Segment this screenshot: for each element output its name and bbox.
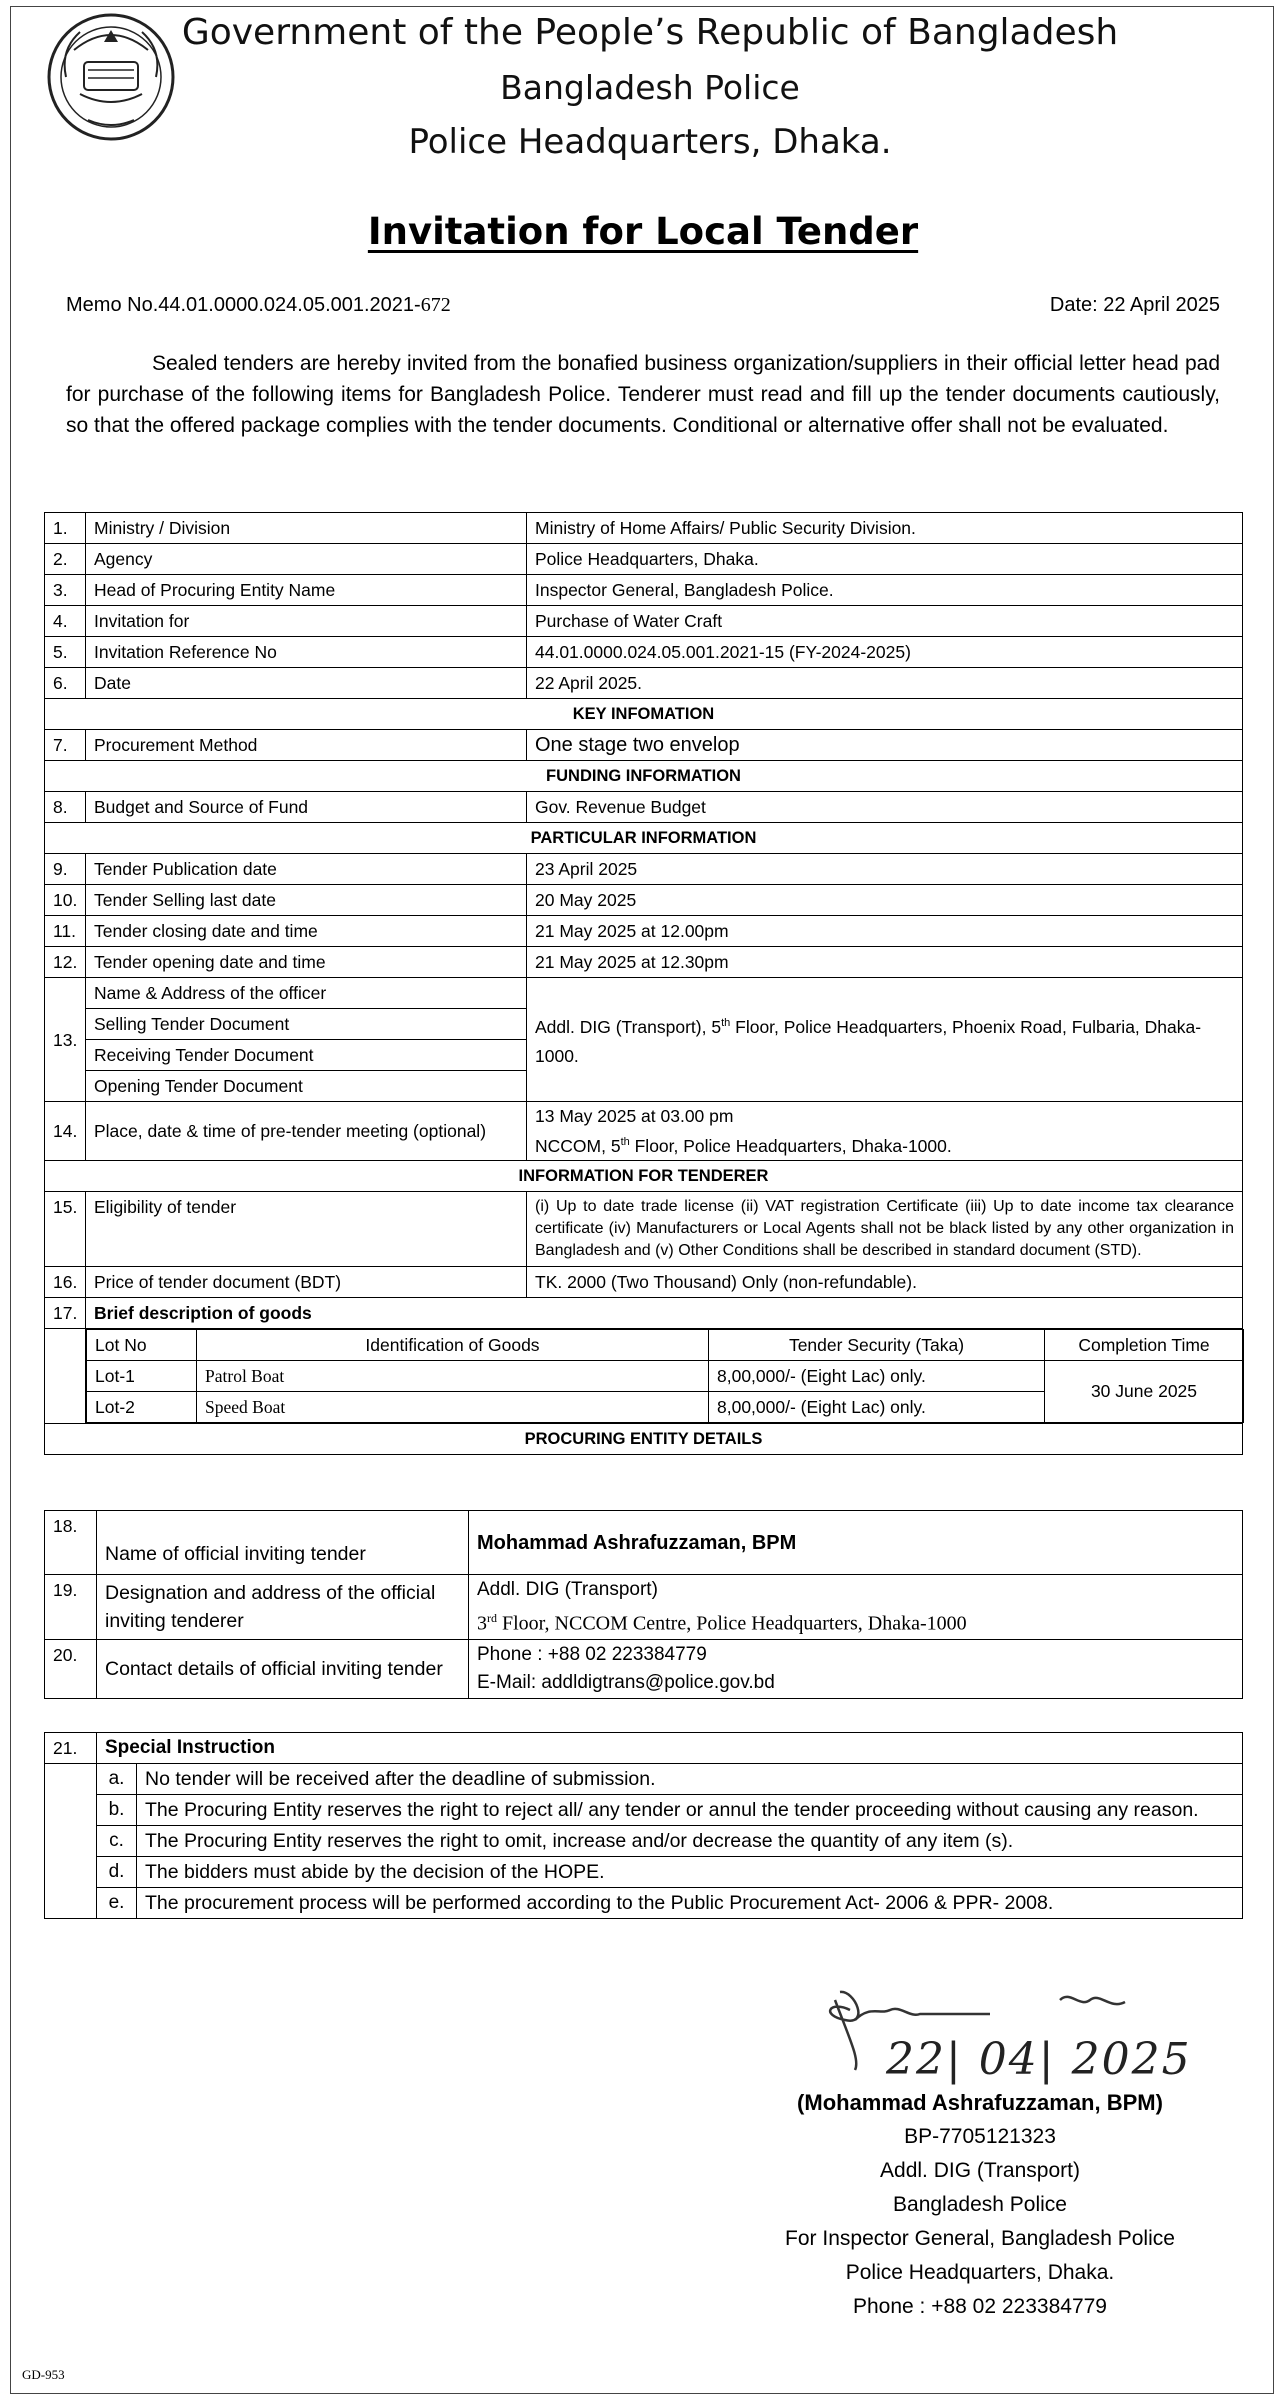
row-number: 18. (45, 1511, 97, 1575)
special-text: The procurement process will be performed according to the Public Procurement Act- 2006 & PPR- 2008. (137, 1888, 1243, 1919)
row-label: Eligibility of tender (86, 1191, 527, 1266)
row-value: 23 April 2025 (527, 854, 1243, 885)
row-number: 15. (45, 1191, 86, 1266)
police-emblem-icon (44, 10, 178, 144)
row-label: Receiving Tender Document (86, 1040, 527, 1071)
row-number: 13. (45, 978, 86, 1102)
address-line (477, 1604, 1234, 1638)
table-row (45, 1733, 1243, 1764)
table-row (45, 916, 1243, 947)
special-letter: b. (97, 1795, 137, 1826)
goods-header-lot: Lot No (87, 1329, 197, 1360)
handwritten-date: 22| 04| 2025 (886, 2034, 1192, 2085)
header-agency: Bangladesh Police (500, 68, 800, 107)
row-number: 4. (45, 606, 86, 637)
meeting-time: 13 May 2025 at 03.00 pm (535, 1106, 734, 1126)
table-row (45, 1857, 1243, 1888)
section-tenderer: INFORMATION FOR TENDERER (45, 1160, 1243, 1191)
row-number: 19. (45, 1575, 97, 1640)
row-number: 6. (45, 668, 86, 699)
goods-name: Speed Boat (197, 1391, 709, 1422)
table-row (45, 730, 1243, 761)
row-number: 8. (45, 792, 86, 823)
special-spacer (45, 1764, 97, 1919)
row-label: Tender closing date and time (86, 916, 527, 947)
table-row (45, 1297, 1243, 1328)
section-row (45, 761, 1243, 792)
row-label: Selling Tender Document (86, 1009, 527, 1040)
row-value: One stage two envelop (527, 730, 1243, 761)
table-row (45, 1795, 1243, 1826)
table-row (45, 606, 1243, 637)
row-label: Opening Tender Document (86, 1071, 527, 1102)
special-text: The Procuring Entity reserves the right to reject all/ any tender or annul the tender proceeding without causing any reason. (137, 1795, 1243, 1826)
meeting-place (535, 1129, 1234, 1159)
section-row (45, 1423, 1243, 1454)
row-label: Invitation Reference No (86, 637, 527, 668)
table-row (87, 1360, 1244, 1391)
section-funding: FUNDING INFORMATION (45, 761, 1243, 792)
goods-security: 8,00,000/- (Eight Lac) only. (709, 1360, 1045, 1391)
section-entity: PROCURING ENTITY DETAILS (45, 1423, 1243, 1454)
special-letter: a. (97, 1764, 137, 1795)
meeting-place-a: NCCOM, 5 (535, 1135, 621, 1156)
header-office: Police Headquarters, Dhaka. (408, 122, 892, 162)
intro-paragraph (66, 348, 1220, 441)
table-row (45, 637, 1243, 668)
special-table (44, 1732, 1243, 1919)
row-label: Tender Selling last date (86, 885, 527, 916)
row-label: Agency (86, 544, 527, 575)
table-row (45, 1575, 1243, 1640)
signatory-bp: BP-7705121323 (904, 2125, 1056, 2148)
row-value: TK. 2000 (Two Thousand) Only (non-refundable). (527, 1266, 1243, 1297)
row-value (527, 1102, 1243, 1161)
special-letter: c. (97, 1826, 137, 1857)
signatory-phone: Phone : +88 02 223384779 (853, 2295, 1107, 2318)
table-row (45, 668, 1243, 699)
memo-date: Date: 22 April 2025 (1049, 294, 1220, 316)
row-number: 3. (45, 575, 86, 606)
row-number: 1. (45, 513, 86, 544)
row-label: Procurement Method (86, 730, 527, 761)
goods-header-security: Tender Security (Taka) (709, 1329, 1045, 1360)
goods-row (45, 1328, 1243, 1423)
row-value: Inspector General, Bangladesh Police. (527, 575, 1243, 606)
memo-serial: 672 (420, 294, 451, 316)
row-value (469, 1575, 1243, 1640)
row-label: Designation and address of the official inviting tenderer (97, 1575, 469, 1640)
signatory-org: Bangladesh Police (893, 2193, 1067, 2216)
lot-number: Lot-1 (87, 1360, 197, 1391)
address-b: Floor, NCCOM Centre, Police Headquarters, Dhaka-1000 (497, 1612, 967, 1635)
row-value: Ministry of Home Affairs/ Public Security Division. (527, 513, 1243, 544)
table-row (45, 1639, 1243, 1698)
row-label: Name & Address of the officer (86, 978, 527, 1009)
row-number: 10. (45, 885, 86, 916)
signatory-office: Police Headquarters, Dhaka. (845, 2261, 1115, 2284)
table-row (45, 792, 1243, 823)
goods-cell (86, 1328, 1243, 1423)
table-row (45, 1266, 1243, 1297)
meeting-place-b: Floor, Police Headquarters, Dhaka-1000. (629, 1135, 952, 1156)
row-number: 17. (45, 1297, 86, 1328)
table-row (45, 978, 1243, 1009)
table-row (45, 1826, 1243, 1857)
row-value: (i) Up to date trade license (ii) VAT registration Certificate (iii) Up to date income tax clearance certificate (iv) Manufacturers or Local Agents shall not be black listed by any other organization in Bangladesh and (v) Other Conditions shall be described in standard document (STD). (527, 1191, 1243, 1266)
goods-header-identification: Identification of Goods (197, 1329, 709, 1360)
row-label: Tender opening date and time (86, 947, 527, 978)
row-value: Police Headquarters, Dhaka. (527, 544, 1243, 575)
lot-number: Lot-2 (87, 1391, 197, 1422)
intro-text: Sealed tenders are hereby invited from the bonafied business organization/suppliers in their official letter head pad for purchase of the following items for Bangladesh Police. Tenderer must read and fill up the tender documents cautiously, so that the offered package complies with the tender documents. Conditional or alternative offer shall not be evaluated. (66, 352, 1220, 437)
row-number: 21. (45, 1733, 97, 1764)
row-value: Gov. Revenue Budget (527, 792, 1243, 823)
address-a: 3 (477, 1612, 487, 1635)
table-row (45, 1511, 1243, 1575)
row-label: Tender Publication date (86, 854, 527, 885)
table-row (45, 885, 1243, 916)
address-sup: rd (487, 1611, 497, 1625)
signatory-designation: Addl. DIG (Transport) (880, 2159, 1080, 2182)
goods-header-completion: Completion Time (1045, 1329, 1244, 1360)
row-value: 21 May 2025 at 12.30pm (527, 947, 1243, 978)
row-value: 21 May 2025 at 12.00pm (527, 916, 1243, 947)
table-row (87, 1329, 1244, 1360)
goods-name: Patrol Boat (197, 1360, 709, 1391)
footer-code: GD-953 (22, 2367, 65, 2382)
meeting-place-sup: th (620, 1136, 630, 1148)
row-number: 16. (45, 1266, 86, 1297)
section-particular: PARTICULAR INFORMATION (45, 823, 1243, 854)
table-row (45, 947, 1243, 978)
row-value (469, 1639, 1243, 1698)
table-row (45, 1764, 1243, 1795)
special-text: No tender will be received after the deadline of submission. (137, 1764, 1243, 1795)
goods-spacer (45, 1328, 86, 1423)
officer-address-sup: th (721, 1016, 731, 1029)
table-row (45, 575, 1243, 606)
row-number: 12. (45, 947, 86, 978)
row-number: 2. (45, 544, 86, 575)
goods-completion: 30 June 2025 (1045, 1360, 1244, 1422)
row-label: Ministry / Division (86, 513, 527, 544)
row-label: Date (86, 668, 527, 699)
row-number: 5. (45, 637, 86, 668)
row-value: Mohammad Ashrafuzzaman, BPM (469, 1511, 1243, 1575)
special-text: The Procuring Entity reserves the right to omit, increase and/or decrease the quantity of any item (s). (137, 1826, 1243, 1857)
row-label: Invitation for (86, 606, 527, 637)
header-government: Government of the People’s Republic of Bangladesh (181, 12, 1119, 53)
tender-table (44, 512, 1243, 1455)
row-label: Brief description of goods (86, 1297, 1243, 1328)
row-value: 20 May 2025 (527, 885, 1243, 916)
row-number: 7. (45, 730, 86, 761)
row-label: Contact details of official inviting tender (97, 1639, 469, 1698)
row-label: Head of Procuring Entity Name (86, 575, 527, 606)
table-row (45, 854, 1243, 885)
special-text: The bidders must abide by the decision of the HOPE. (137, 1857, 1243, 1888)
officer-address-b: Floor, Police Headquarters, Phoenix Road, Fulbaria, Dhaka-1000. (535, 1016, 1202, 1067)
row-value: 22 April 2025. (527, 668, 1243, 699)
row-value (527, 978, 1243, 1102)
goods-table (86, 1329, 1244, 1423)
page-title: Invitation for Local Tender (367, 210, 919, 253)
section-row (45, 823, 1243, 854)
section-key-info: KEY INFOMATION (45, 699, 1243, 730)
table-row (45, 1888, 1243, 1919)
row-number: 9. (45, 854, 86, 885)
designation-line: Addl. DIG (Transport) (477, 1579, 658, 1600)
goods-security: 8,00,000/- (Eight Lac) only. (709, 1391, 1045, 1422)
memo-label: Memo No.44.01.0000.024.05.001.2021- (66, 294, 421, 316)
special-title: Special Instruction (97, 1733, 1243, 1764)
table-row (45, 544, 1243, 575)
row-label: Budget and Source of Fund (86, 792, 527, 823)
special-letter: d. (97, 1857, 137, 1888)
entity-table (44, 1510, 1243, 1699)
row-number: 20. (45, 1639, 97, 1698)
signatory-for: For Inspector General, Bangladesh Police (785, 2227, 1175, 2250)
signature-block (720, 2086, 1240, 2324)
row-value: Purchase of Water Craft (527, 606, 1243, 637)
section-row (45, 699, 1243, 730)
signatory-name: (Mohammad Ashrafuzzaman, BPM) (797, 2090, 1163, 2115)
memo-number (66, 294, 451, 317)
contact-email: E-Mail: addldigtrans@police.gov.bd (477, 1671, 775, 1693)
table-row (45, 1102, 1243, 1161)
row-number: 14. (45, 1102, 86, 1161)
row-label: Place, date & time of pre-tender meeting (optional) (86, 1102, 527, 1161)
table-row (45, 513, 1243, 544)
row-number: 11. (45, 916, 86, 947)
contact-phone: Phone : +88 02 223384779 (477, 1643, 707, 1665)
table-row (45, 1191, 1243, 1266)
section-row (45, 1160, 1243, 1191)
row-label: Price of tender document (BDT) (86, 1266, 527, 1297)
row-label: Name of official inviting tender (97, 1511, 469, 1575)
officer-address-a: Addl. DIG (Transport), 5 (535, 1016, 722, 1037)
special-letter: e. (97, 1888, 137, 1919)
row-value: 44.01.0000.024.05.001.2021-15 (FY-2024-2025) (527, 637, 1243, 668)
